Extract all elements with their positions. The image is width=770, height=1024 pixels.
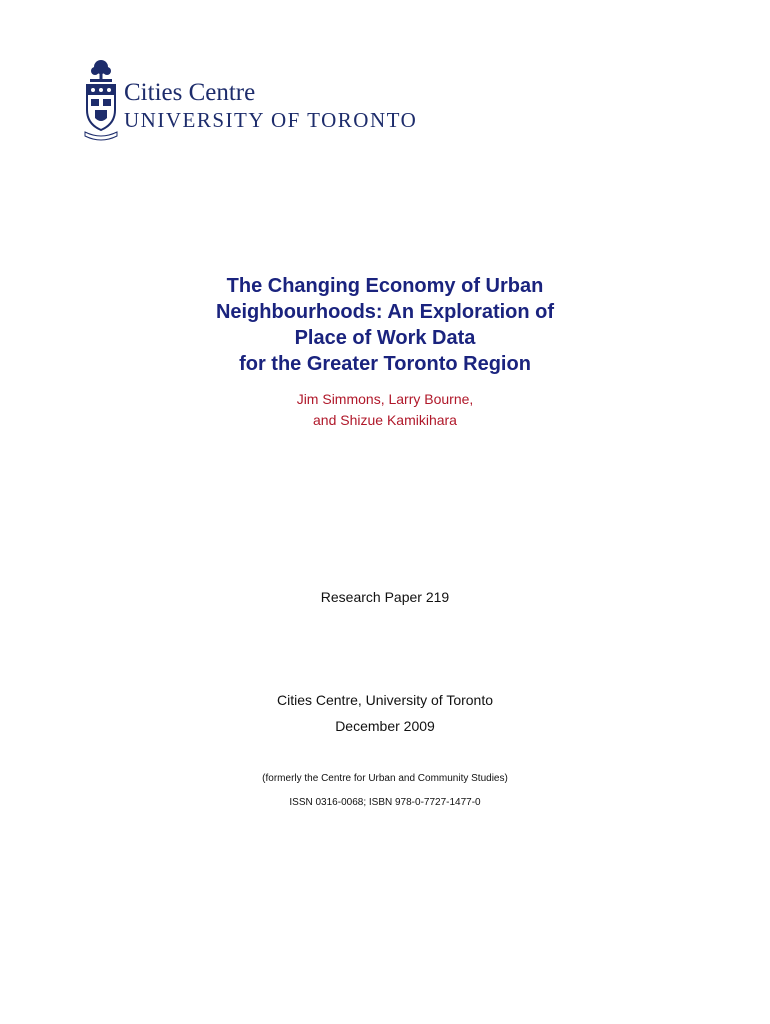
title-line: for the Greater Toronto Region: [239, 353, 531, 375]
logo-cities-centre-text: Cities Centre: [124, 79, 256, 106]
university-crest-icon: [82, 58, 120, 142]
paper-title: [0, 273, 770, 377]
cities-centre-logo: [82, 58, 442, 142]
title-line: Neighbourhoods: An Exploration of: [215, 301, 555, 323]
title-line: The Changing Economy of Urban: [226, 275, 544, 297]
logo-university-text: UNIVERSITY OF TORONTO: [124, 108, 418, 132]
research-paper-number: Research Paper 219: [320, 589, 450, 605]
former-name-note: (formerly the Centre for Urban and Community Studies): [262, 773, 508, 784]
publication-date: December 2009: [335, 718, 435, 734]
authors-line: Jim Simmons, Larry Bourne,: [296, 391, 474, 407]
issn-isbn: ISSN 0316-0068; ISBN 978-0-7727-1477-0: [289, 797, 481, 808]
publisher: Cities Centre, University of Toronto: [276, 692, 494, 708]
title-line: Place of Work Data: [294, 327, 476, 349]
authors-line: and Shizue Kamikihara: [313, 412, 457, 428]
authors: [0, 389, 770, 431]
